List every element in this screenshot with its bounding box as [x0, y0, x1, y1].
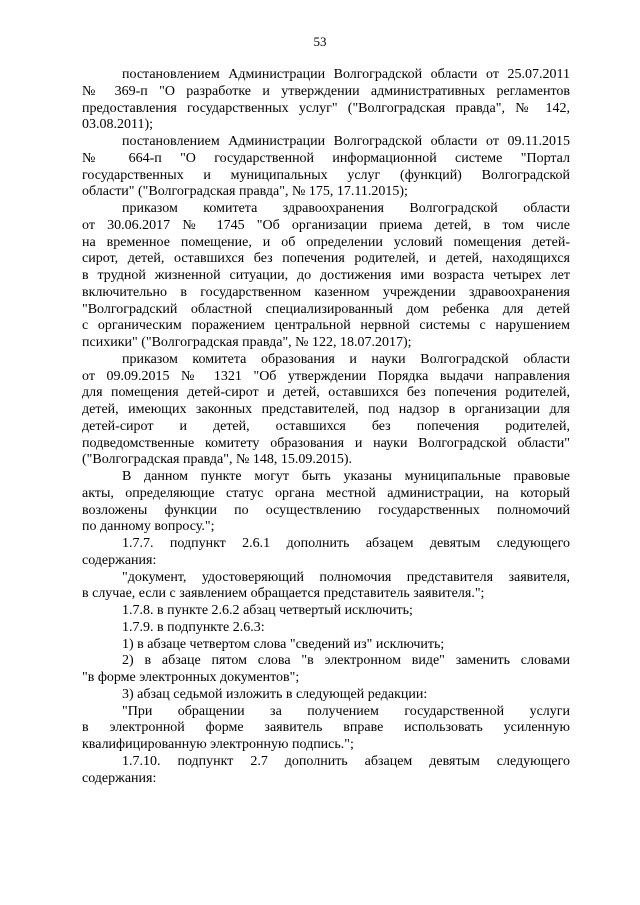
text-line: "в форме электронных документов";: [82, 670, 300, 685]
text-line: государственных и муниципальных услуг (функций) Волгоградской: [82, 167, 570, 183]
text-line: "документ, удостоверяющий полномочия представителя заявителя,: [122, 569, 570, 585]
text-line: 1.7.10. подпункт 2.7 дополнить абзацем девятым следующего: [122, 753, 570, 769]
text-line: 03.08.2011);: [82, 117, 154, 133]
text-line: 1.7.7. подпункт 2.6.1 дополнить абзацем девятым следующего: [122, 536, 570, 551]
text-line: 1.7.9. в подпункте 2.6.3:: [122, 619, 265, 635]
page-number: 53: [313, 34, 327, 49]
text-line: акты, определяющие статус органа местной администрации, на который: [82, 485, 570, 501]
text-line: в электронной форме заявитель вправе использовать усиленную: [82, 720, 570, 736]
text-line: 3) абзац седьмой изложить в следующей редакции:: [122, 686, 428, 702]
text-line: на временное помещение, и об определении условий помещения детей-: [82, 234, 570, 250]
text-line: содержания:: [82, 770, 157, 786]
text-line: возложены функции по осуществлению государственных полномочий: [82, 502, 570, 518]
text-line: 2) в абзаце пятом слова "в электронном виде" заменить словами: [122, 653, 570, 669]
text-line: "Волгоградский областной специализированный дом ребенка для детей: [82, 301, 570, 317]
text-line: сирот, детей, оставшихся без попечения родителей, и детей, находящихся: [82, 251, 570, 267]
text-line: детей-сирот и детей, оставшихся без попечения родителей,: [82, 418, 570, 434]
text-line: включительно в государственном казенном учреждении здравоохранения: [82, 284, 570, 300]
text-line: по данному вопросу.";: [82, 519, 215, 535]
text-line: в случае, если с заявлением обращается представитель заявителя.";: [82, 586, 485, 602]
text-line: № 664-п "О государственной информационной системе "Портал: [82, 150, 570, 166]
text-line: детей, имеющих законных представителей, под надзор в организации для: [82, 402, 570, 417]
text-line: для помещения детей-сирот и детей, оставшихся без попечения родителей,: [82, 385, 570, 401]
text-line: постановлением Администрации Волгоградской области от 25.07.2011: [122, 67, 570, 82]
text-line: содержания:: [82, 552, 157, 568]
document-body: [82, 67, 570, 787]
text-line: от 09.09.2015 № 1321 "Об утверждении Порядка выдачи направления: [82, 368, 570, 384]
text-line: приказом комитета образования и науки Волгоградской области: [122, 351, 570, 367]
text-line: от 30.06.2017 № 1745 "Об организации приема детей, в том числе: [82, 217, 570, 233]
text-line: 1.7.8. в пункте 2.6.2 абзац четвертый исключить;: [122, 603, 413, 618]
text-line: В данном пункте могут быть указаны муниципальные правовые: [122, 469, 570, 484]
text-line: постановлением Администрации Волгоградской области от 09.11.2015: [122, 134, 570, 149]
text-line: в трудной жизненной ситуации, до достижения ими возраста четырех лет: [82, 268, 570, 283]
text-line: № 369-п "О разработке и утверждении административных регламентов: [82, 83, 570, 99]
text-line: психики" ("Волгоградская правда", № 122, 18.07.2017);: [82, 335, 412, 350]
text-line: предоставления государственных услуг" ("Волгоградская правда", № 142,: [82, 100, 570, 116]
text-line: подведомственные комитету образования и науки Волгоградской области": [82, 435, 570, 451]
text-line: 1) в абзаце четвертом слова "сведений из" исключить;: [122, 636, 445, 652]
text-line: с органическим поражением центральной нервной системы с нарушением: [82, 318, 570, 334]
text-line: "При обращении за получением государственной услуги: [122, 703, 570, 719]
text-line: приказом комитета здравоохранения Волгоградской области: [122, 201, 570, 216]
text-line: ("Волгоградская правда", № 148, 15.09.2015).: [82, 452, 352, 468]
text-line: области" ("Волгоградская правда", № 175, 17.11.2015);: [82, 184, 408, 200]
text-line: квалифицированную электронную подпись.";: [82, 737, 354, 752]
